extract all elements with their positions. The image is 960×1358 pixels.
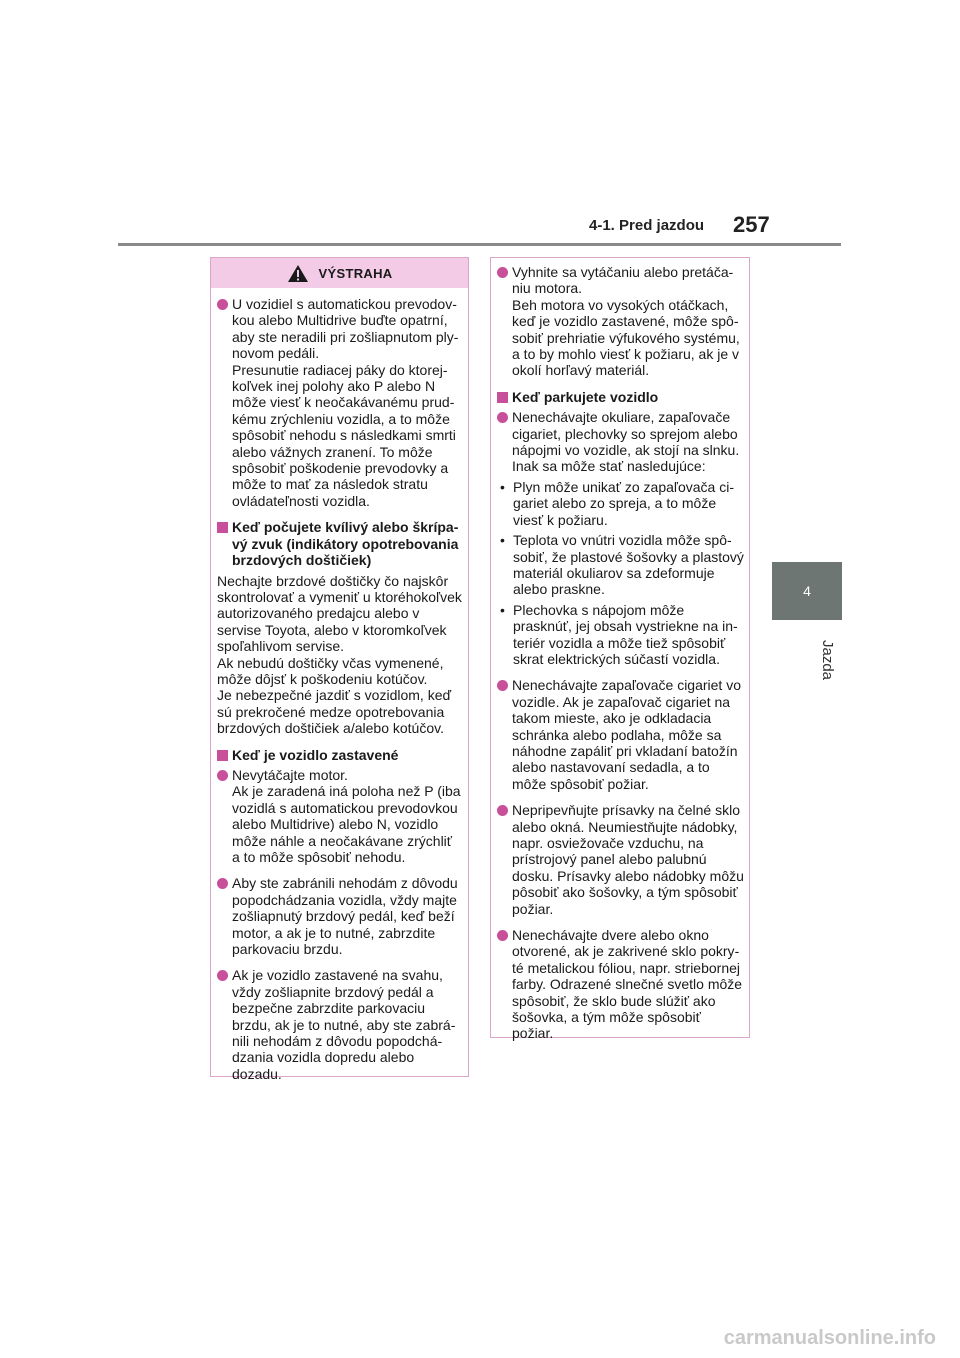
list-item: U vozidiel s automatickou prevodovkou alebo Multidrive buďte opatrní, aby ste neradili pri zošliapnutom plynovom pedáli. Presunutie radiacej páky do ktorejkoľvek inej polohy ako P alebo N môže viesť k neočakávanému prudkému zrýchleniu vozidla, a to môže spôsobiť nehodu s následkami smrti alebo vážnych zranení. To môže spôsobiť poškodenie prevodovky a môže to mať za následok stratu ovládateľnosti vozidla. xyxy=(217,296,463,509)
sub-list-item: • Teplota vo vnútri vozidla môže spôsobiť, že plastové šošovky a plastový materiál okuliarov sa zdeformuje alebo praskne. xyxy=(497,532,744,598)
watermark-link[interactable]: carmanualsonline.info xyxy=(723,1327,936,1349)
sub-list-item: • Plechovka s nápojom môže prasknúť, jej obsah vystriekne na interiér vozidla a môže tiež spôsobiť skrat elektrických súčastí vozidla. xyxy=(497,602,744,668)
list-item: Nevytáčajte motor. Ak je zaradená iná poloha než P (iba vozidlá s automatickou prevodovkou alebo Multidrive) alebo N, vozidlo môže náhle a neočakávane zrýchliť a to môže spôsobiť nehodu. xyxy=(217,767,463,865)
list-item: Vyhnite sa vytáčaniu alebo pretáčaniu motora. Beh motora vo vysokých otáčkach, keď je vozidlo zastavené, môže spôsobiť prehriatie výfukového systému, a to by mohlo viesť k požiaru, ak je v okolí horľavý materiál. xyxy=(497,264,744,379)
list-item: Ak je vozidlo zastavené na svahu, vždy zošliapnite brzdový pedál a bezpečne zabrzdite parkovaciu brzdu, ak je to nutné, aby ste zabránili nehodám z dôvodu popodchádzania vozidla dopredu alebo dozadu. xyxy=(217,967,463,1082)
section-title: 4-1. Pred jazdou xyxy=(589,217,705,234)
warning-box-right xyxy=(490,257,750,1042)
warning-header xyxy=(211,258,468,288)
warning-triangle-icon xyxy=(287,264,309,283)
warning-box-left xyxy=(210,257,469,1082)
subheading: Keď počujete kvílivý alebo škrípavý zvuk (indikátory opotrebovania brzdových doštičiek) xyxy=(217,519,463,568)
list-item: Nenechávajte dvere alebo okno otvorené, ak je zakrivené sklo pokryté metalickou fóliou, napr. striebornej farby. Odrazené slnečné svetlo môže spôsobiť, že sklo bude slúžiť ako šošovka, a tým môže spôsobiť požiar. xyxy=(497,927,744,1042)
sub-list-item: • Plyn môže unikať zo zapaľovača cigariet alebo zo spreja, a to môže viesť k požiaru. xyxy=(497,479,744,528)
paragraph: Nechajte brzdové doštičky čo najskôr skontrolovať a vymeniť u ktoréhokoľvek autorizovaného predajcu alebo v servise Toyota, alebo v ktoromkoľvek spoľahlivom servise. Ak nebudú doštičky včas vymenené, môže dôjsť k poškodeniu kotúčov. Je nebezpečné jazdiť s vozidlom, keď sú prekročené medze opotrebovania brzdových doštičiek a/alebo kotúčov. xyxy=(217,572,462,737)
page-number: 257 xyxy=(733,212,770,237)
header-divider xyxy=(118,243,841,246)
list-item: Nenechávajte zapaľovače cigariet vo vozidle. Ak je zapaľovač cigariet na takom mieste, ako je odkladacia schránka alebo podlaha, môže sa náhodne zapáliť pri vkladaní batožín alebo nastavovaní sedadla, a to môže spôsobiť požiar. xyxy=(497,677,744,792)
chapter-label: Jazda xyxy=(819,640,836,681)
subheading: Keď je vozidlo zastavené xyxy=(217,747,463,763)
subheading: Keď parkujete vozidlo xyxy=(497,389,744,405)
list-item: Aby ste zabránili nehodám z dôvodu popodchádzania vozidla, vždy majte zošliapnutý brzdový pedál, keď beží motor, a ak je to nutné, zabrzdite parkovaciu brzdu. xyxy=(217,875,463,957)
chapter-number: 4 xyxy=(803,583,811,599)
chapter-tab[interactable] xyxy=(772,562,842,620)
warning-title: VÝSTRAHA xyxy=(318,265,393,281)
list-item: Nenechávajte okuliare, zapaľovače cigariet, plechovky so sprejom alebo nápojmi vo vozidle, ak stojí na slnku. Inak sa môže stať nasledujúce: xyxy=(497,409,744,475)
list-item: Nepripevňujte prísavky na čelné sklo alebo okná. Neumiestňujte nádobky, napr. osviežovače vzduchu, na prístrojový panel alebo palubnú dosku. Prísavky alebo nádobky môžu pôsobiť ako šošovky, a tým spôsobiť požiar. xyxy=(497,802,744,917)
